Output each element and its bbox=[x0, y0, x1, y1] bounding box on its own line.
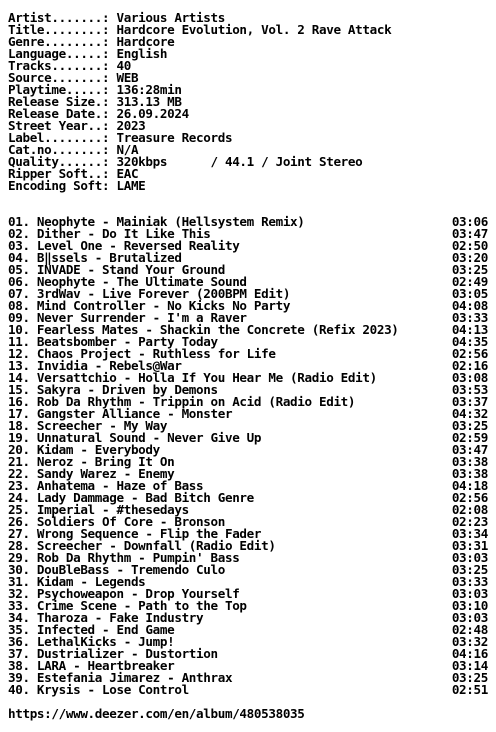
meta-value: English bbox=[116, 46, 168, 61]
meta-value: WEB bbox=[116, 70, 139, 85]
track-title: 27. Wrong Sequence - Flip the Fader bbox=[8, 526, 262, 541]
track-title: 32. Psychoweapon - Drop Yourself bbox=[8, 586, 240, 601]
meta-label: Artist.......: bbox=[8, 10, 110, 25]
track-title: 26. Soldiers Of Core - Bronson bbox=[8, 514, 225, 529]
track-title: 30. DouBleBass - Tremendo Culo bbox=[8, 562, 225, 577]
meta-value: EAC bbox=[116, 166, 139, 181]
track-duration: 02:50 bbox=[451, 238, 488, 253]
track-duration: 03:20 bbox=[451, 250, 488, 265]
meta-label: Quality......: bbox=[8, 154, 110, 169]
meta-label: Tracks.......: bbox=[8, 58, 110, 73]
track-title: 05. INVADE - Stand Your Ground bbox=[8, 262, 225, 277]
track-duration: 04:32 bbox=[451, 406, 488, 421]
track-title: 13. Invidia - Rebels@War bbox=[8, 358, 182, 373]
track-duration: 02:56 bbox=[451, 346, 488, 361]
meta-label: Ripper Soft..: bbox=[8, 166, 110, 181]
track-duration: 03:25 bbox=[451, 562, 488, 577]
track-title: 29. Rob Da Rhythm - Pumpin' Bass bbox=[8, 550, 240, 565]
meta-row bbox=[8, 180, 391, 192]
meta-value: Hardcore Evolution, Vol. 2 Rave Attack bbox=[116, 22, 392, 37]
track-duration: 04:08 bbox=[451, 298, 488, 313]
meta-value: 136:28min bbox=[116, 82, 182, 97]
release-metadata bbox=[8, 12, 391, 192]
track-title: 28. Screecher - Downfall (Radio Edit) bbox=[8, 538, 276, 553]
track-title: 24. Lady Dammage - Bad Bitch Genre bbox=[8, 490, 254, 505]
track-duration: 04:35 bbox=[451, 334, 488, 349]
track-title: 12. Chaos Project - Ruthless for Life bbox=[8, 346, 276, 361]
meta-value: 313.13 MB bbox=[116, 94, 182, 109]
meta-label: Street Year..: bbox=[8, 118, 110, 133]
track-duration: 03:31 bbox=[451, 538, 488, 553]
track-title: 01. Neophyte - Mainiak (Hellsystem Remix) bbox=[8, 214, 305, 229]
track-duration: 03:03 bbox=[451, 550, 488, 565]
track-row bbox=[8, 684, 488, 696]
track-duration: 03:34 bbox=[451, 526, 488, 541]
track-duration: 04:13 bbox=[451, 322, 488, 337]
track-title: 08. Mind Controller - No Kicks No Party bbox=[8, 298, 291, 313]
track-title: 35. Infected - End Game bbox=[8, 622, 175, 637]
track-duration: 03:14 bbox=[451, 658, 488, 673]
track-title: 37. Dustrializer - Dustortion bbox=[8, 646, 218, 661]
track-duration: 03:25 bbox=[451, 670, 488, 685]
meta-value: N/A bbox=[116, 142, 139, 157]
track-duration: 02:49 bbox=[451, 274, 488, 289]
track-title: 23. Anhatema - Haze of Bass bbox=[8, 478, 204, 493]
meta-label: Release Size.: bbox=[8, 94, 110, 109]
track-title: 03. Level One - Reversed Reality bbox=[8, 238, 240, 253]
track-title: 31. Kidam - Legends bbox=[8, 574, 146, 589]
track-title: 10. Fearless Mates - Shackin the Concrete (Refix 2023) bbox=[8, 322, 399, 337]
track-title: 02. Dither - Do It Like This bbox=[8, 226, 211, 241]
track-duration: 03:47 bbox=[451, 442, 488, 457]
track-title: 07. 3rdWav - Live Forever (200BPM Edit) bbox=[8, 286, 291, 301]
track-duration: 03:25 bbox=[451, 418, 488, 433]
meta-value: 26.09.2024 bbox=[116, 106, 189, 121]
meta-value: 2023 bbox=[116, 118, 146, 133]
track-duration: 02:51 bbox=[451, 682, 488, 697]
track-title: 11. Beatsbomber - Party Today bbox=[8, 334, 218, 349]
track-title: 06. Neophyte - The Ultimate Sound bbox=[8, 274, 247, 289]
track-duration: 02:08 bbox=[451, 502, 488, 517]
meta-value: LAME bbox=[116, 178, 146, 193]
track-title: 19. Unnatural Sound - Never Give Up bbox=[8, 430, 262, 445]
track-duration: 02:56 bbox=[451, 490, 488, 505]
meta-label: Genre........: bbox=[8, 34, 110, 49]
meta-label: Language.....: bbox=[8, 46, 110, 61]
meta-label: Encoding Soft: bbox=[8, 178, 110, 193]
track-duration: 03:06 bbox=[451, 214, 488, 229]
meta-value: Hardcore bbox=[116, 34, 175, 49]
track-title: 33. Crime Scene - Path to the Top bbox=[8, 598, 247, 613]
track-title: 18. Screecher - My Way bbox=[8, 418, 168, 433]
meta-value: Various Artists bbox=[116, 10, 225, 25]
track-title: 21. Neroz - Bring It On bbox=[8, 454, 175, 469]
track-duration: 03:08 bbox=[451, 370, 488, 385]
track-title: 39. Estefania Jimarez - Anthrax bbox=[8, 670, 233, 685]
track-duration: 03:33 bbox=[451, 574, 488, 589]
meta-value: 40 bbox=[116, 58, 131, 73]
track-duration: 03:38 bbox=[451, 466, 488, 481]
track-title: 34. Tharoza - Fake Industry bbox=[8, 610, 204, 625]
track-duration: 03:03 bbox=[451, 610, 488, 625]
tracklist bbox=[8, 216, 488, 696]
track-duration: 03:38 bbox=[451, 454, 488, 469]
meta-value: Treasure Records bbox=[116, 130, 233, 145]
track-duration: 02:23 bbox=[451, 514, 488, 529]
track-duration: 02:48 bbox=[451, 622, 488, 637]
track-title: 16. Rob Da Rhythm - Trippin on Acid (Radio Edit) bbox=[8, 394, 356, 409]
album-url-link[interactable]: https://www.deezer.com/en/album/480538035 bbox=[8, 706, 305, 721]
track-duration: 03:33 bbox=[451, 310, 488, 325]
track-title: 09. Never Surrender - I'm a Raver bbox=[8, 310, 247, 325]
track-title: 04. B‖ssels - Brutalized bbox=[8, 250, 182, 265]
track-title: 20. Kidam - Everybody bbox=[8, 442, 160, 457]
meta-label: Playtime.....: bbox=[8, 82, 110, 97]
track-title: 25. Imperial - #thesedays bbox=[8, 502, 189, 517]
track-duration: 02:16 bbox=[451, 358, 488, 373]
track-duration: 02:59 bbox=[451, 430, 488, 445]
track-title: 38. LARA - Heartbreaker bbox=[8, 658, 175, 673]
track-title: 40. Krysis - Lose Control bbox=[8, 682, 189, 697]
track-duration: 04:18 bbox=[451, 478, 488, 493]
track-duration: 04:16 bbox=[451, 646, 488, 661]
track-duration: 03:53 bbox=[451, 382, 488, 397]
track-duration: 03:32 bbox=[451, 634, 488, 649]
meta-label: Cat.no.......: bbox=[8, 142, 110, 157]
meta-label: Release Date.: bbox=[8, 106, 110, 121]
track-title: 17. Gangster Alliance - Monster bbox=[8, 406, 233, 421]
track-duration: 03:05 bbox=[451, 286, 488, 301]
meta-value: 320kbps / 44.1 / Joint Stereo bbox=[116, 154, 363, 169]
track-duration: 03:37 bbox=[451, 394, 488, 409]
track-duration: 03:10 bbox=[451, 598, 488, 613]
track-duration: 03:47 bbox=[451, 226, 488, 241]
meta-label: Label........: bbox=[8, 130, 110, 145]
meta-label: Title........: bbox=[8, 22, 110, 37]
track-title: 15. Sakyra - Driven by Demons bbox=[8, 382, 218, 397]
meta-label: Source.......: bbox=[8, 70, 110, 85]
track-title: 36. LethalKicks - Jump! bbox=[8, 634, 175, 649]
track-title: 22. Sandy Warez - Enemy bbox=[8, 466, 175, 481]
track-duration: 03:25 bbox=[451, 262, 488, 277]
track-duration: 03:03 bbox=[451, 586, 488, 601]
track-title: 14. Versattchio - Holla If You Hear Me (Radio Edit) bbox=[8, 370, 377, 385]
